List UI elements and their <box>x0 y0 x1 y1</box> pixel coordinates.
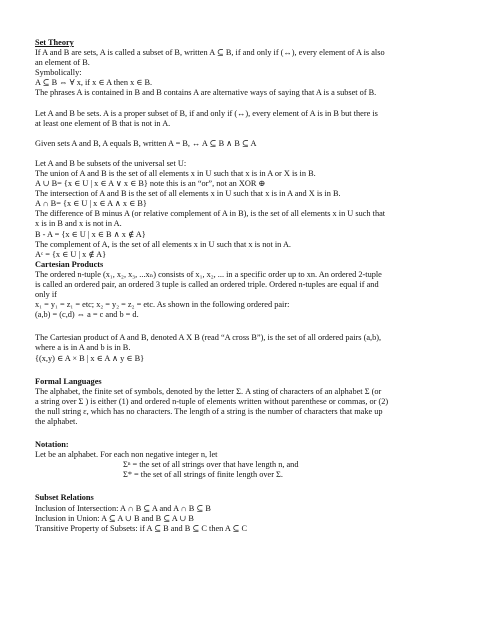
formal-languages-heading: Formal Languages <box>35 376 102 386</box>
complement-formula: Aᶜ = {x ∈ U | x ∉ A} <box>35 249 107 259</box>
subset-relations-heading: Subset Relations <box>35 493 94 503</box>
alphabet-definition: a string over Σ ) is either (1) and ordered n-tuple of elements written without parenthese or commas, or (2) <box>35 396 389 406</box>
ntuple-definition: x₁ = y₁ = z₁ = etc; x₂ = y₂ = z₂ = etc. As shown in the following ordered pair: <box>35 300 290 310</box>
ntuple-definition: is called an ordered pair, an ordered 3 tuple is called an ordered triple. Ordered n-tuples are equal if and <box>35 279 379 289</box>
difference-definition: The difference of B minus A (or relative complement of A in B), is the set of all elements x in U such that <box>35 209 386 219</box>
universal-set-line: Let A and B be subsets of the universal set U: <box>35 158 187 168</box>
alphabet-definition: the alphabet. <box>35 417 78 426</box>
symbolically-label: Symbolically: <box>35 68 82 78</box>
notation-heading: Notation: <box>35 440 69 450</box>
inclusion-in-union: Inclusion in Union: A ⊆ A ∪ B and B ⊆ A ∪ B <box>35 513 194 523</box>
phrases-note: The phrases A is contained in B and B contains A are alternative ways of saying that A is a subset of B. <box>35 88 377 98</box>
cartesian-product-definition: The Cartesian product of A and B, denoted A X B (read “A cross B”), is the set of all ordered pairs (a,b), <box>35 333 382 343</box>
union-definition: The union of A and B is the set of all elements x in U such that x is in A or X is in B. <box>35 168 316 178</box>
difference-definition: x is in B and x is not in A. <box>35 219 122 229</box>
symbolic-definition: A ⊆ B ⇔ ∀ x, if x ∈ A then x ∈ B. <box>35 78 153 88</box>
cartesian-product-formula: {(x,y) ∈ A × B | x ∈ A ∧ y ∈ B} <box>35 353 145 363</box>
sigma-n-definition: Σⁿ = the set of all strings over that have length n, and <box>123 460 299 470</box>
subset-definition-line: If A and B are sets, A is called a subset of B, written A ⊆ B, if and only if (↔), every element of A is also <box>35 48 385 58</box>
proper-subset-line: Let A and B be sets. A is a proper subset of B, if and only if (↔), every element of A is in B but there is <box>35 108 378 118</box>
sigma-star-definition: Σ* = the set of all strings of finite length over Σ. <box>123 470 283 480</box>
ntuple-definition: The ordered n-tuple (x₁, x₂, x₃, ...xₙ) consists of x₁, x₂, ... in a specific order up to xn. An ordered 2-tuple <box>35 269 382 279</box>
inclusion-of-intersection: Inclusion of Intersection: A ∩ B ⊆ A and A ∩ B ⊆ B <box>35 503 211 513</box>
proper-subset-line: at least one element of B that is not in A. <box>35 118 171 128</box>
complement-definition: The complement of A, is the set of all elements x in U such that x is not in A. <box>35 239 292 249</box>
set-equality-definition: Given sets A and B, A equals B, written A = B, ↔ A ⊆ B ∧ B ⊆ A <box>35 138 257 148</box>
notation-intro: Let be an alphabet. For each non negative integer n, let <box>35 450 218 460</box>
subset-definition-line: an element of B. <box>35 58 90 68</box>
alphabet-definition: the null string ε, which has no characters. The length of a string is the number of characters that make up <box>35 406 383 416</box>
intersection-formula: A ∩ B= {x ∈ U | x ∈ A ∧ x ∈ B} <box>35 199 147 209</box>
union-formula: A ∪ B= {x ∈ U | x ∈ A ∨ x ∈ B} note this is an “or”, not an XOR ⊕ <box>35 179 266 189</box>
alphabet-definition: The alphabet, the finite set of symbols, denoted by the letter Σ. A sting of characters of an alphabet Σ (or <box>35 386 382 396</box>
cartesian-products-heading: Cartesian Products <box>35 259 104 269</box>
cartesian-product-definition: where a is in A and b is in B. <box>35 343 131 353</box>
set-theory-heading: Set Theory <box>35 38 74 47</box>
intersection-definition: The intersection of A and B is the set of all elements x in U such that x is in A and X is in B. <box>35 189 341 199</box>
ntuple-definition: only if <box>35 290 57 300</box>
ordered-pair-formula: (a,b) = (c,d) ⇔ a = c and b = d. <box>35 310 139 320</box>
transitive-property: Transitive Property of Subsets: if A ⊆ B and B ⊆ C then A ⊆ C <box>35 523 248 533</box>
difference-formula: B - A = {x ∈ U | x ∈ B ∧ x ∉ A} <box>35 229 146 239</box>
